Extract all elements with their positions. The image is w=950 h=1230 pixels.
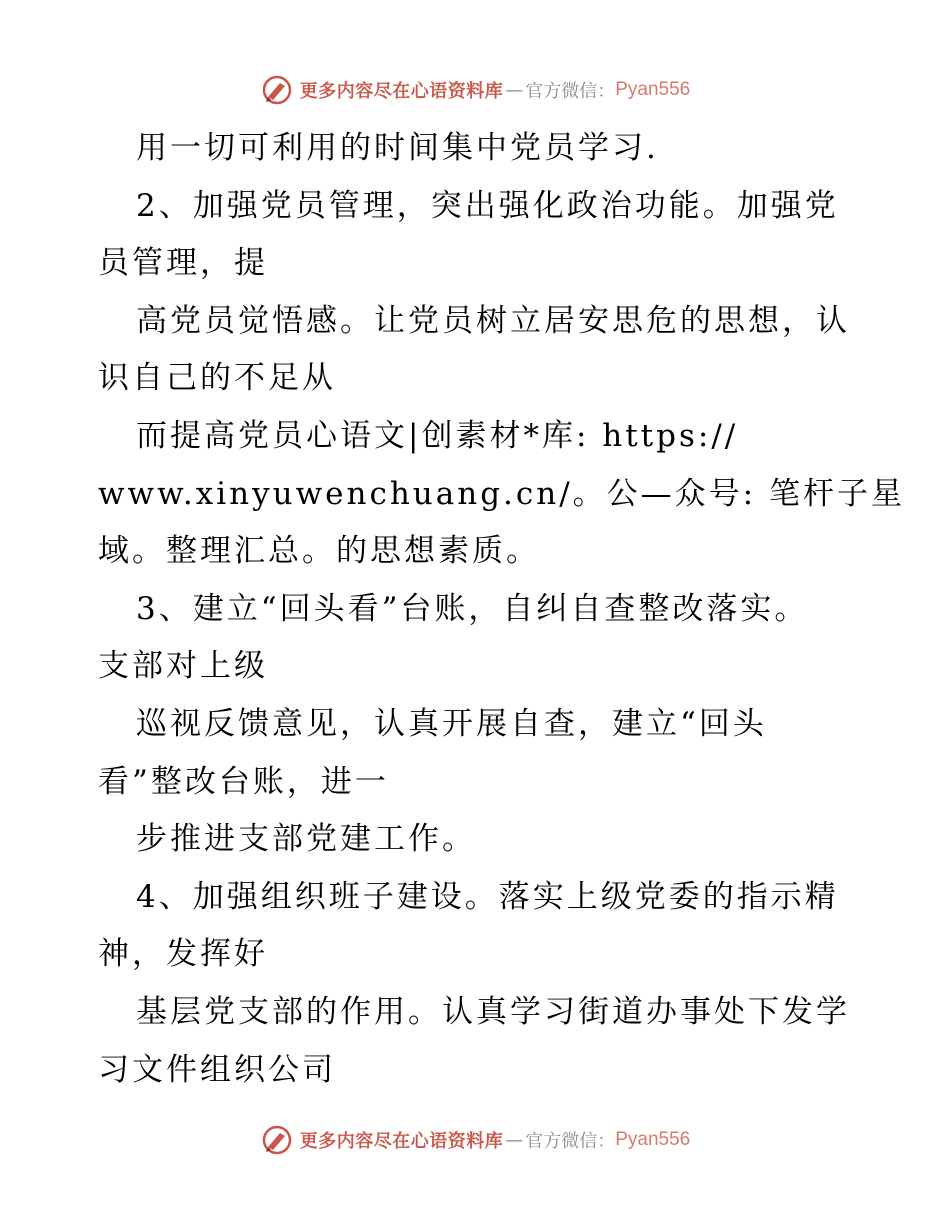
text-line: 域。整理汇总。的思想素质。 — [98, 533, 540, 570]
text-line: 4、加强组织班子建设。落实上级党委的指示精 — [136, 878, 839, 915]
pen-logo-icon — [260, 73, 294, 107]
document-body — [98, 120, 905, 1099]
text-line: 3、建立“回头看”台账，自纠自查整改落实。 — [136, 590, 809, 627]
text-line: www.xinyuwenchuang.cn/。公—众号: 笔杆子星 — [98, 475, 905, 512]
text-line: 支部对上级 — [98, 648, 268, 685]
text-line: 基层党支部的作用。认真学习街道办事处下发学 — [136, 993, 850, 1030]
text-line: 高党员觉悟感。让党员树立居安思危的思想，认 — [136, 302, 850, 339]
header-banner — [0, 70, 950, 110]
text-line: 习文件组织公司 — [98, 1051, 336, 1088]
text-line: 看”整改台账，进一 — [98, 763, 389, 800]
text-line: 用一切可利用的时间集中党员学习. — [136, 130, 659, 166]
promo-text: 更多内容尽在心语资料库 — [299, 1131, 504, 1152]
text-line: 而提高党员心语文|创素材*库: https:// — [136, 417, 739, 454]
wechat-id: Pyan556 — [615, 1129, 691, 1150]
text-line: 员管理，提 — [98, 245, 268, 282]
wechat-label: 官方微信： — [525, 1131, 616, 1152]
promo-text: 更多内容尽在心语资料库 — [299, 81, 504, 102]
text-line: 2、加强党员管理，突出强化政治功能。加强党 — [136, 187, 839, 224]
text-line: 步推进支部党建工作。 — [136, 821, 476, 858]
separator: — — [505, 79, 524, 101]
wechat-label: 官方微信： — [525, 81, 616, 102]
text-line: 巡视反馈意见，认真开展自查，建立“回头 — [136, 705, 767, 742]
wechat-id: Pyan556 — [615, 79, 691, 100]
separator: — — [505, 1129, 524, 1151]
pen-logo-icon — [260, 1123, 294, 1157]
text-line: 神，发挥好 — [98, 936, 268, 973]
text-line: 识自己的不足从 — [98, 360, 336, 397]
footer-banner — [0, 1120, 950, 1160]
